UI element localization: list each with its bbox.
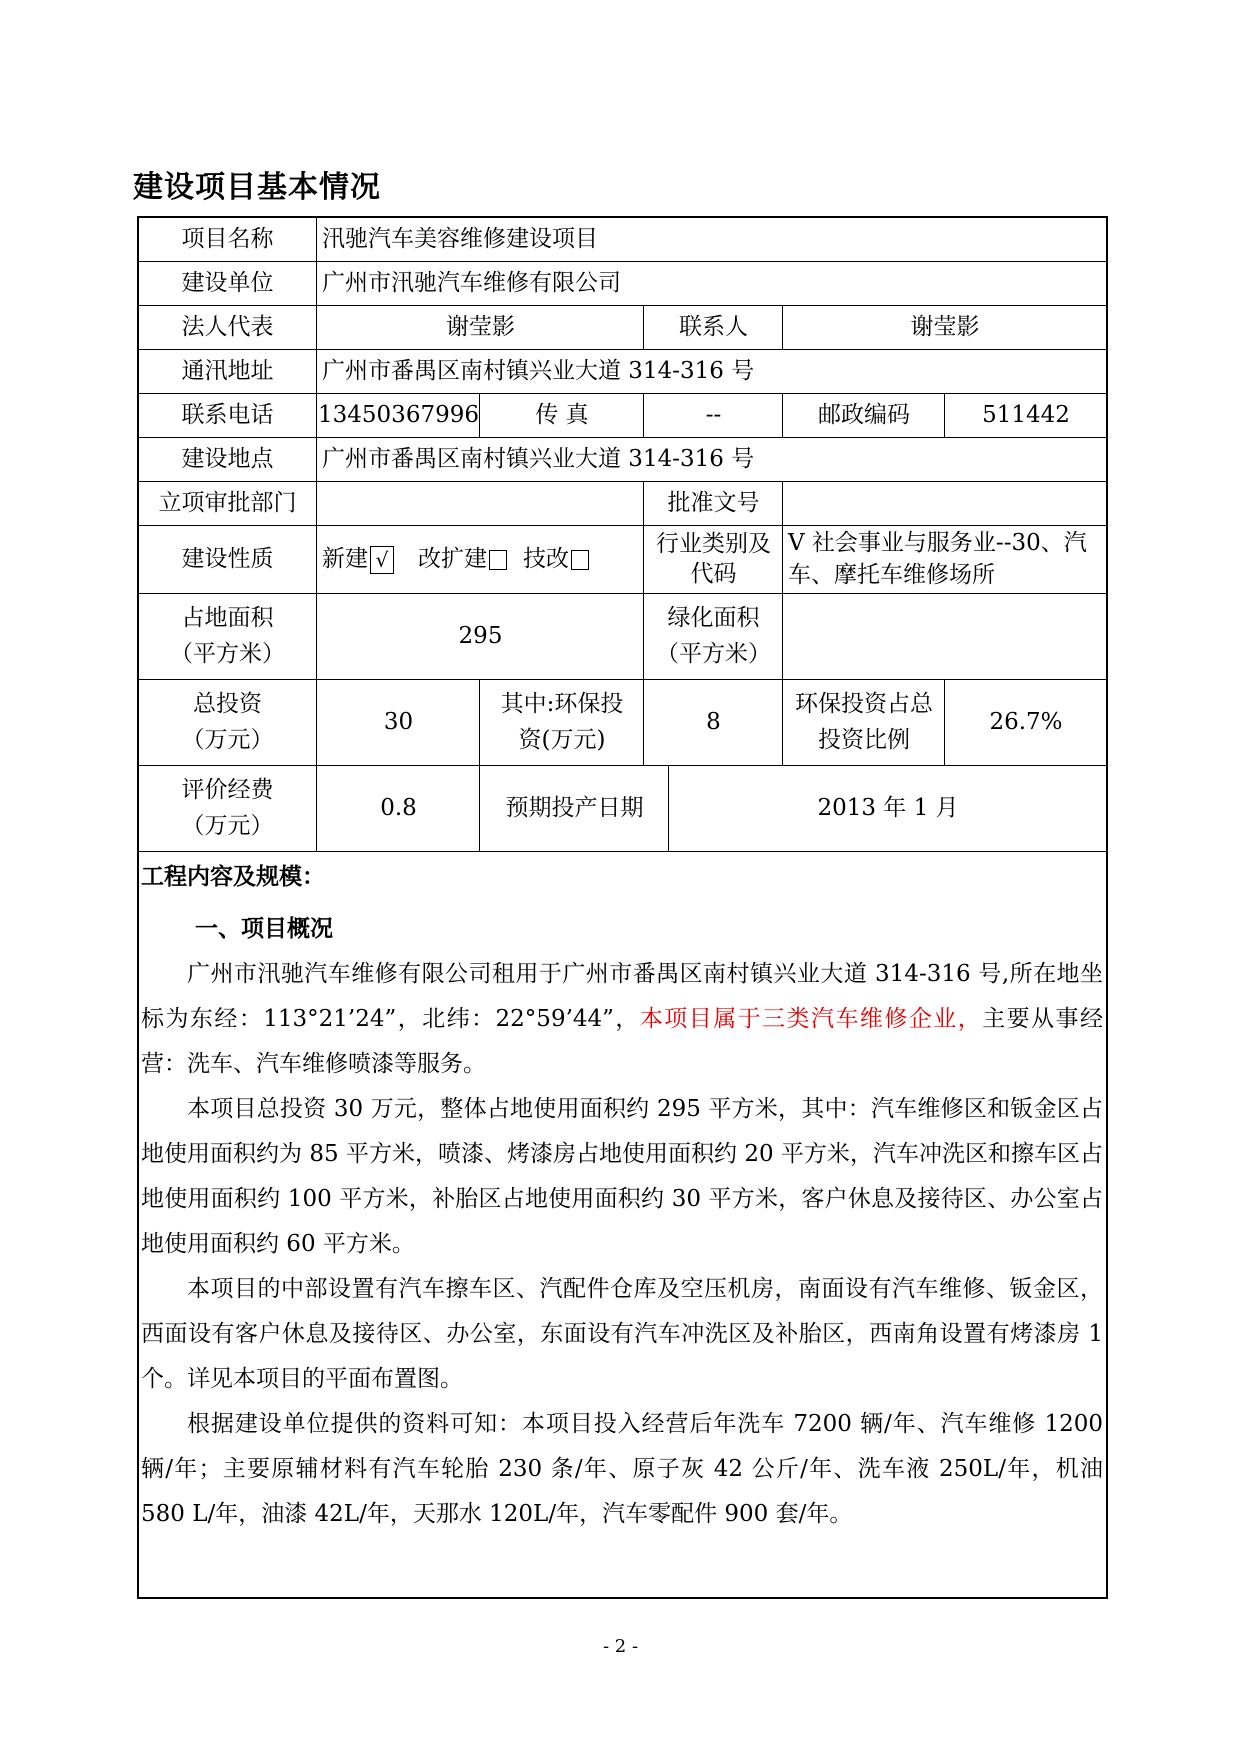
content-body xyxy=(141,952,1103,1537)
fee-value: 0.8 xyxy=(380,794,417,821)
nature-new-label: 新建 xyxy=(322,545,368,572)
investment-label: 总投资 xyxy=(193,690,262,717)
contact-value: 谢莹影 xyxy=(910,313,980,340)
green-value xyxy=(784,594,1106,679)
paragraph-4: 根据建设单位提供的资料可知：本项目投入经营后年洗车 7200 辆/年、汽车维修 1200 辆/年；主要原辅材料有汽车轮胎 230 条/年、原子灰 42 公斤/年、洗车液 250L/年，机油 580 L/年，油漆 42L/年，天那水 120L/年，汽车零配件 900 套/年。 xyxy=(141,1411,1103,1527)
paragraph-1-a: 广州市汛驰汽车维修有限公司租用于广州市番禺区南村镇兴业大道 314-316 号,所在地坐标为东经：113°21’24”，北纬：22°59’44”， xyxy=(141,961,1103,1032)
phone-label: 联系电话 xyxy=(181,401,274,428)
site-label: 建设地点 xyxy=(181,445,274,472)
expand-checkbox[interactable] xyxy=(489,550,507,570)
page-number: - 2 - xyxy=(602,1636,639,1657)
postcode-value: 511442 xyxy=(982,401,1070,428)
ratio-label: 环保投资占总 xyxy=(795,690,933,717)
content-section-label: 工程内容及规模： xyxy=(141,864,325,890)
page-title: 建设项目基本情况 xyxy=(133,170,381,205)
date-value: 2013 年 1 月 xyxy=(817,794,959,821)
contact-label: 联系人 xyxy=(679,313,748,340)
approval-doc-label: 批准文号 xyxy=(667,489,760,516)
area-label-cell xyxy=(139,594,316,679)
nature-tech-label: 技改 xyxy=(523,545,569,572)
investment-value: 30 xyxy=(383,708,414,735)
content-heading: 一、项目概况 xyxy=(195,916,333,942)
green-label: 绿化面积 xyxy=(667,604,760,631)
investment-label-cell xyxy=(139,680,316,765)
industry-label: 行业类别及代码 xyxy=(656,530,771,587)
approval-doc-value xyxy=(784,482,1106,525)
fee-label-cell xyxy=(139,766,316,851)
env-invest-label-cell xyxy=(481,680,643,765)
legal-rep-value: 谢莹影 xyxy=(446,313,515,340)
paragraph-2: 本项目总投资 30 万元，整体占地使用面积约 295 平方米，其中：汽车维修区和钣金区占地使用面积约为 85 平方米，喷漆、烤漆房占地使用面积约 20 平方米，汽车冲洗区和擦车区占地使用面积约 100 平方米，补胎区占地使用面积约 30 平方米，客户休息及接待区、办公室占地使用面积约 60 平方米。 xyxy=(141,1096,1103,1257)
date-label: 预期投产日期 xyxy=(505,794,644,821)
tech-checkbox[interactable] xyxy=(571,550,589,570)
approval-label: 立项审批部门 xyxy=(158,489,297,516)
builder-value: 广州市汛驰汽车维修有限公司 xyxy=(322,269,621,296)
postcode-label: 邮政编码 xyxy=(818,401,910,428)
paragraph-1 xyxy=(141,952,1103,1087)
paragraph-1-b: 主要从事经营：洗车、汽车维修喷漆等服务。 xyxy=(141,1006,1104,1077)
address-label: 通汛地址 xyxy=(181,357,274,384)
fee-label: 评价经费 xyxy=(181,776,274,803)
approval-value xyxy=(318,482,643,525)
green-unit: （平方米） xyxy=(656,640,771,667)
fax-value: -- xyxy=(705,401,722,428)
ratio-label-2: 投资比例 xyxy=(818,726,910,753)
area-label: 占地面积 xyxy=(181,604,274,631)
area-unit: （平方米） xyxy=(170,640,285,667)
project-name-label: 项目名称 xyxy=(181,225,274,252)
site-value: 广州市番禺区南村镇兴业大道 314-316 号 xyxy=(322,445,755,472)
paragraph-1-highlight: 本项目属于三类汽车维修企业， xyxy=(639,1006,983,1032)
investment-unit: （万元） xyxy=(181,726,274,753)
ratio-label-cell xyxy=(784,680,944,765)
industry-value: V 社会事业与服务业--30、汽车、摩托车维修场所 xyxy=(788,530,1087,588)
legal-rep-label: 法人代表 xyxy=(181,313,274,340)
env-invest-label-2: 资(万元) xyxy=(518,726,606,753)
address-value: 广州市番禺区南村镇兴业大道 314-316 号 xyxy=(322,357,755,384)
checkmark-icon[interactable]: √ xyxy=(370,546,394,574)
nature-label: 建设性质 xyxy=(181,545,274,572)
project-name-value: 汛驰汽车美容维修建设项目 xyxy=(322,225,598,252)
env-invest-value: 8 xyxy=(706,708,721,735)
nature-expand-label: 改扩建 xyxy=(418,545,487,572)
ratio-value: 26.7% xyxy=(989,708,1063,735)
env-invest-label: 其中:环保投 xyxy=(500,690,624,717)
fee-unit: （万元） xyxy=(181,812,274,839)
nature-options xyxy=(318,526,643,593)
fax-label: 传 真 xyxy=(535,401,589,428)
builder-label: 建设单位 xyxy=(181,269,274,296)
paragraph-3: 本项目的中部设置有汽车擦车区、汽配件仓库及空压机房，南面设有汽车维修、钣金区，西面设有客户休息及接待区、办公室，东面设有汽车冲洗区及补胎区，西南角设置有烤漆房 1 个。详见本项目的平面布置图。 xyxy=(141,1276,1103,1392)
green-label-cell xyxy=(645,594,782,679)
phone-value: 13450367996 xyxy=(318,401,479,428)
area-value: 295 xyxy=(458,622,503,649)
